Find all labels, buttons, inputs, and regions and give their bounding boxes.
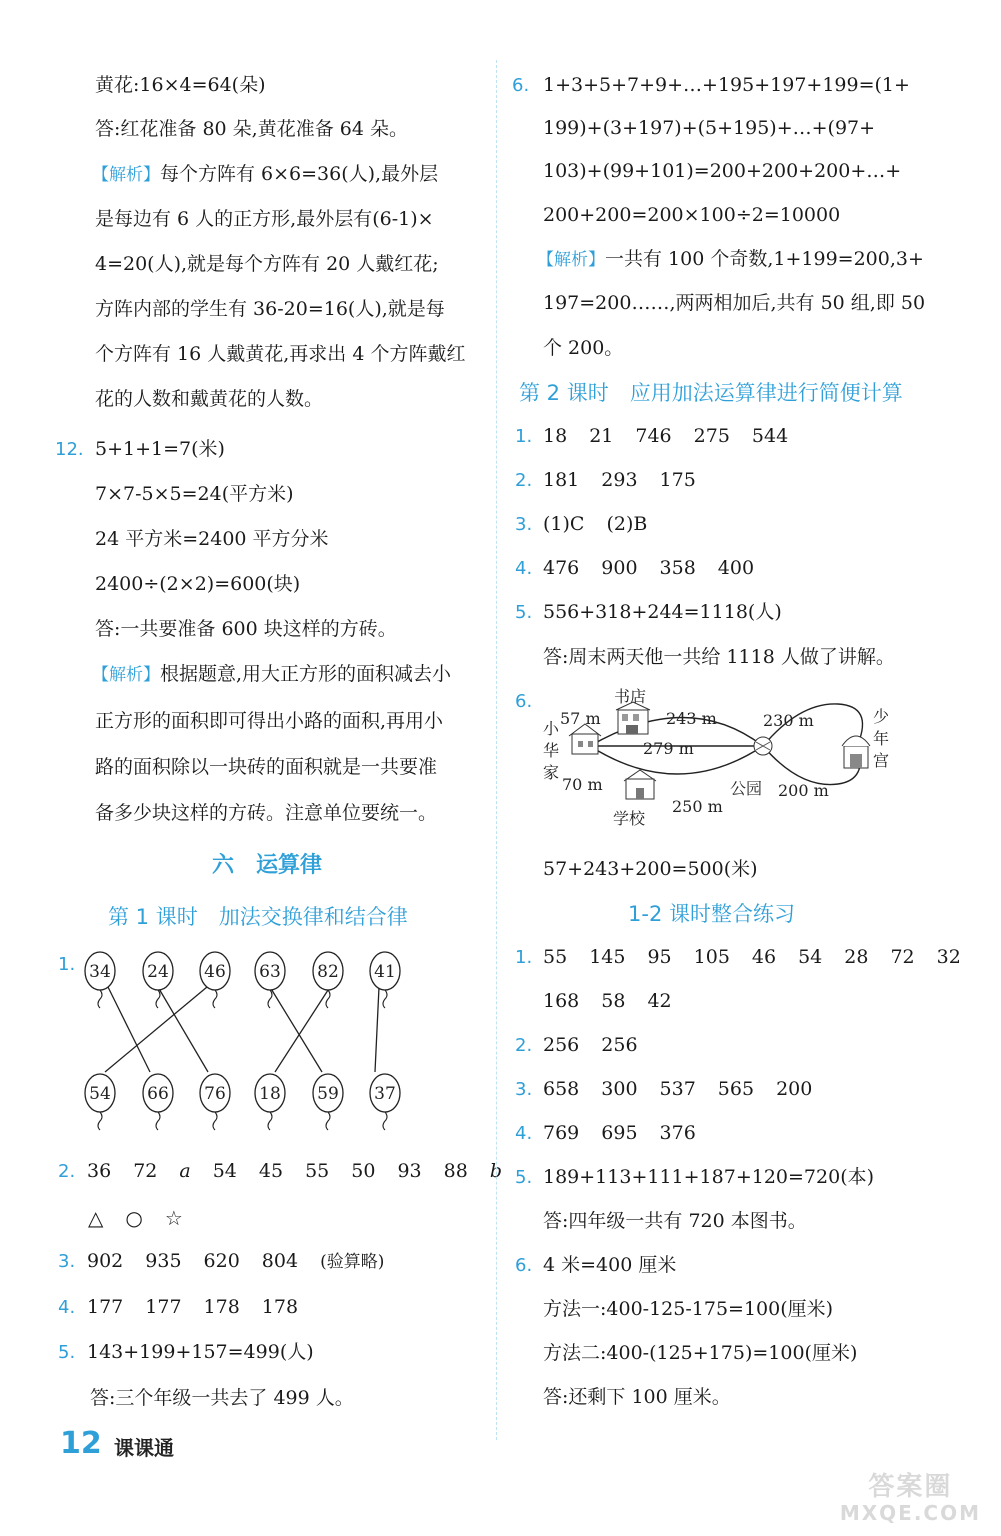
text-line: 是每边有 6 人的正方形,最外层有(6-1)× — [95, 208, 434, 230]
text-line: 花的人数和戴黄花的人数。 — [95, 388, 324, 410]
page-number: 12 — [60, 1426, 102, 1461]
question-number: 1. — [515, 947, 533, 968]
balloon — [143, 952, 173, 1008]
question-number: 6. — [515, 691, 533, 712]
unit-title: 六 运算律 — [212, 853, 323, 878]
text-line: 200+200=200×100÷2=10000 — [543, 204, 841, 226]
question-number: 2. — [58, 1161, 76, 1182]
answer-values: 18 21 746 275 544 — [543, 425, 789, 447]
label-palace-3: 宫 — [873, 751, 890, 770]
balloon-number: 59 — [317, 1084, 339, 1104]
balloon-number: 37 — [374, 1084, 396, 1104]
text-line: 备多少块这样的方砖。注意单位要统一。 — [95, 802, 438, 824]
question-number: 5. — [515, 602, 533, 623]
balloon — [255, 1074, 285, 1130]
match-line — [108, 987, 150, 1072]
watermark: 答案圈 MXQE.COM — [839, 1472, 981, 1525]
book-title: 课课通 — [114, 1436, 174, 1460]
match-line — [270, 987, 322, 1072]
review-title: 1-2 课时整合练习 — [628, 902, 795, 926]
label-home-1: 小 — [543, 719, 560, 738]
home-building-icon — [569, 724, 601, 754]
text-line: 5+1+1=7(米) — [95, 438, 225, 460]
lesson-title: 第 2 课时 应用加法运算律进行简便计算 — [519, 381, 903, 405]
text-line: 4 米=400 厘米 — [543, 1254, 677, 1276]
balloon — [313, 1074, 343, 1130]
text-line: 个 200。 — [543, 337, 624, 359]
question-number: 4. — [515, 1123, 533, 1144]
balloon-number: 46 — [204, 962, 226, 982]
text-line: 正方形的面积即可得出小路的面积,再用小 — [95, 710, 444, 732]
text-line: 答:三个年级一共去了 499 人。 — [90, 1387, 354, 1409]
question-number: 3. — [515, 1079, 533, 1100]
symbols-line: △ ○ ☆ — [88, 1206, 183, 1230]
text-line: 个方阵有 16 人戴黄花,再求出 4 个方阵戴红 — [95, 343, 466, 365]
label-home-3: 家 — [543, 763, 560, 782]
distance-200: 200 m — [778, 781, 829, 800]
balloons-top — [85, 952, 400, 1008]
balloon-matching-diagram — [70, 945, 420, 1145]
distance-250: 250 m — [672, 797, 723, 816]
text-line: 189+113+111+187+120=720(本) — [543, 1166, 875, 1188]
balloon-number: 54 — [89, 1084, 111, 1104]
route-map-diagram — [538, 684, 898, 834]
question-number: 3. — [515, 514, 533, 535]
balloon — [370, 1074, 400, 1130]
balloon — [255, 952, 285, 1008]
balloon — [200, 952, 230, 1008]
balloon — [370, 952, 400, 1008]
answer-values: 902 935 620 804 (验算略) — [87, 1250, 385, 1272]
text-line: 2400÷(2×2)=600(块) — [95, 573, 301, 595]
label-park: 公园 — [730, 779, 763, 798]
answer-values: 181 293 175 — [543, 469, 696, 491]
balloon-number: 41 — [374, 962, 396, 982]
distance-243: 243 m — [666, 709, 717, 728]
question-number: 5. — [515, 1167, 533, 1188]
bookstore-building-icon — [616, 702, 650, 734]
youth-palace-icon — [842, 736, 870, 768]
question-number: 4. — [515, 558, 533, 579]
question-number: 1. — [58, 954, 76, 975]
match-line — [375, 987, 379, 1072]
question-number: 2. — [515, 1035, 533, 1056]
label-palace-2: 年 — [873, 729, 890, 748]
answer-values: 769 695 376 — [543, 1122, 696, 1144]
balloon — [313, 952, 343, 1008]
balloon — [85, 1074, 115, 1130]
column-divider — [496, 60, 497, 1440]
school-building-icon — [624, 770, 656, 799]
label-bookstore: 书店 — [614, 687, 647, 706]
match-line — [105, 987, 207, 1072]
question-number: 1. — [515, 426, 533, 447]
question-number: 3. — [58, 1251, 76, 1272]
distance-230: 230 m — [763, 711, 814, 730]
text-line: 方阵内部的学生有 36-20=16(人),就是每 — [95, 298, 445, 320]
analysis-tag: 【解析】 — [92, 165, 160, 185]
question-number: 5. — [58, 1342, 76, 1363]
question-number: 12. — [55, 439, 84, 460]
text-line: 556+318+244=1118(人) — [543, 601, 782, 623]
distance-57: 57 m — [560, 709, 601, 728]
text-line: 4=20(人),就是每个方阵有 20 人戴红花; — [95, 253, 439, 275]
balloon-number: 66 — [147, 1084, 169, 1104]
match-line — [158, 987, 208, 1072]
text-line: 143+199+157=499(人) — [87, 1341, 314, 1363]
text-line: 24 平方米=2400 平方分米 — [95, 528, 329, 550]
label-palace-1: 少 — [873, 707, 890, 726]
text-line: 答:一共要准备 600 块这样的方砖。 — [95, 618, 397, 640]
answer-values: 256 256 — [543, 1034, 638, 1056]
question-number: 6. — [512, 75, 530, 96]
analysis-tag: 【解析】 — [537, 250, 605, 270]
answer-values: 177 177 178 178 — [87, 1296, 299, 1318]
question-number: 2. — [515, 470, 533, 491]
text-line: 答:还剩下 100 厘米。 — [543, 1386, 731, 1408]
text-line: 答:红花准备 80 朵,黄花准备 64 朵。 — [95, 118, 408, 140]
answer-values: 168 58 42 — [543, 990, 672, 1012]
balloon-number: 76 — [204, 1084, 226, 1104]
balloon — [200, 1074, 230, 1130]
text-line: 199)+(3+197)+(5+195)+…+(97+ — [543, 117, 876, 139]
question-number: 6. — [515, 1255, 533, 1276]
label-school: 学校 — [613, 809, 646, 828]
match-line — [275, 987, 330, 1072]
balloon-number: 24 — [147, 962, 169, 982]
text-line: 答:周末两天他一共给 1118 人做了讲解。 — [543, 646, 895, 668]
label-home-2: 华 — [543, 741, 560, 760]
text-line: 方法二:400-(125+175)=100(厘米) — [543, 1342, 858, 1364]
analysis-line: 【解析】一共有 100 个奇数,1+199=200,3+ — [537, 248, 924, 270]
balloon-number: 82 — [317, 962, 339, 982]
answer-values: (1)C (2)B — [543, 513, 648, 535]
park-icon — [754, 737, 772, 755]
text-line: 103)+(99+101)=200+200+200+…+ — [543, 160, 902, 182]
balloons-bottom — [85, 1074, 400, 1130]
balloon-number: 63 — [259, 962, 281, 982]
text-line: 方法一:400-125-175=100(厘米) — [543, 1298, 834, 1320]
analysis-line: 【解析】每个方阵有 6×6=36(人),最外层 — [92, 163, 439, 185]
lesson-title: 第 1 课时 加法交换律和结合律 — [108, 905, 408, 929]
distance-279: 279 m — [643, 739, 694, 758]
text-line: 57+243+200=500(米) — [543, 858, 758, 880]
text-line: 答:四年级一共有 720 本图书。 — [543, 1210, 807, 1232]
analysis-line: 【解析】根据题意,用大正方形的面积减去小 — [92, 663, 452, 685]
answer-values: 658 300 537 565 200 — [543, 1078, 813, 1100]
balloon-number: 18 — [259, 1084, 281, 1104]
text-line: 路的面积除以一块砖的面积就是一共要准 — [95, 756, 438, 778]
balloon-number: 34 — [89, 962, 111, 982]
text-line: 197=200……,两两相加后,共有 50 组,即 50 — [543, 292, 926, 314]
balloon — [85, 952, 115, 1008]
text-line: 7×7-5×5=24(平方米) — [95, 483, 294, 505]
distance-70: 70 m — [562, 775, 603, 794]
text-line: 黄花:16×4=64(朵) — [95, 74, 266, 96]
analysis-tag: 【解析】 — [92, 665, 160, 685]
answer-values: 55 145 95 105 46 54 28 72 32 — [543, 946, 961, 968]
question-number: 4. — [58, 1297, 76, 1318]
balloon — [143, 1074, 173, 1130]
answer-values: 36 72 a 54 45 55 50 93 88 b — [87, 1160, 502, 1182]
answer-values: 476 900 358 400 — [543, 557, 755, 579]
text-line: 1+3+5+7+9+…+195+197+199=(1+ — [543, 74, 910, 96]
